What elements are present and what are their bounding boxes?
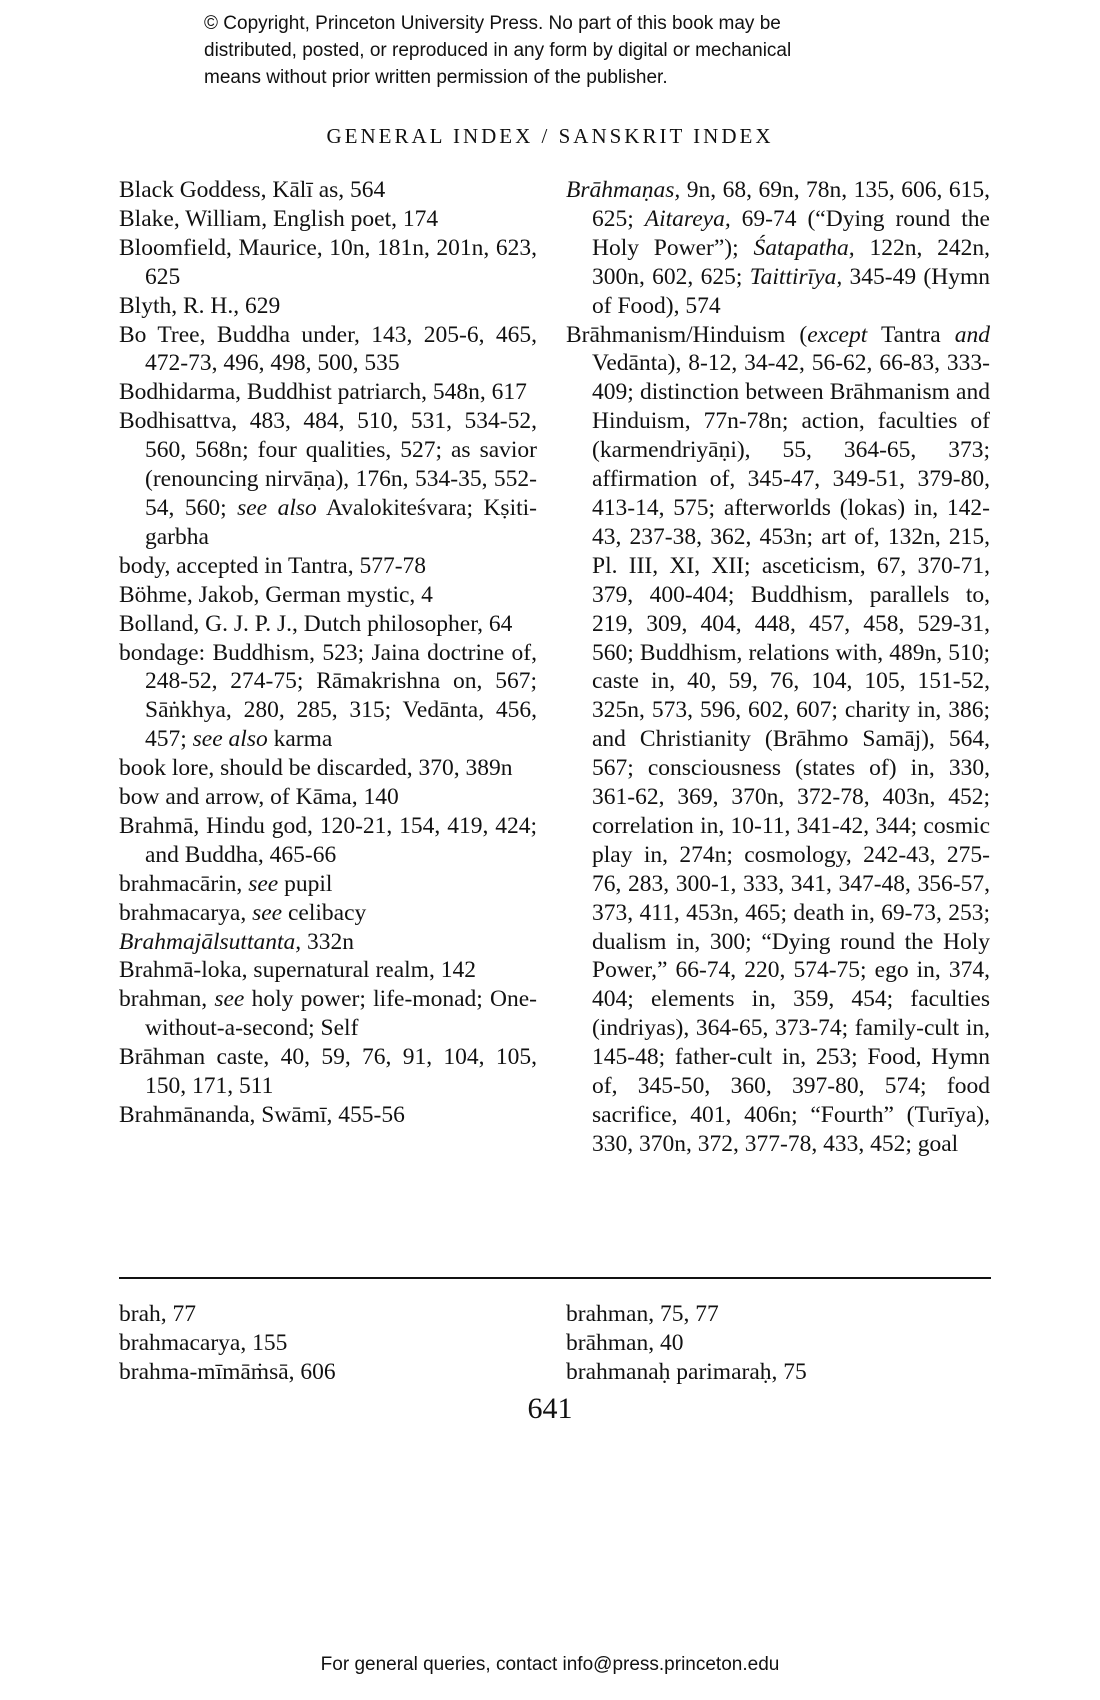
index-entry [119, 205, 537, 234]
index-entry [119, 928, 537, 957]
index-entry [119, 783, 537, 812]
copyright-notice [204, 10, 924, 91]
entry-italic-text: see also [192, 726, 268, 753]
index-entry [119, 899, 537, 928]
entry-text: celibacy [282, 899, 367, 926]
entry-italic-text: Śatapatha, [753, 234, 855, 261]
entry-text: Böhme, Jakob, German mystic, 4 [119, 581, 433, 608]
index-entry [566, 176, 990, 321]
sanskrit-index-left-column [119, 1300, 336, 1387]
index-entry [119, 321, 537, 379]
sanskrit-entry: brahmacarya, 155 [119, 1329, 288, 1356]
entry-text: 9n, 68, 69n, 78n, 135, 606, 615, 625; [592, 177, 990, 232]
sanskrit-entry: brāhman, 40 [566, 1329, 684, 1356]
index-entry [119, 610, 537, 639]
entry-text: 69-74 (“Dying round the Holy Power”); [592, 205, 990, 261]
sanskrit-entry: brah, 77 [119, 1301, 197, 1327]
general-index-left-column [119, 176, 537, 1130]
entry-text: Bolland, G. J. P. J., Dutch philosopher, 64 [119, 610, 513, 637]
entry-text: 122n, 242n, 300n, 602, 625; [592, 234, 990, 290]
index-entry [119, 407, 537, 552]
sanskrit-entry: brahma-mīmāṁsā, 606 [119, 1358, 336, 1385]
entry-text: karma [267, 726, 333, 753]
index-entry [119, 956, 537, 985]
section-divider [119, 1277, 991, 1279]
entry-italic-text: see [248, 870, 279, 897]
index-entry [119, 870, 537, 899]
entry-text: Bloomfield, Maurice, 10n, 181n, 201n, 623, 625 [119, 234, 537, 290]
entry-italic-text: Brahmajālsuttanta, [119, 928, 302, 955]
index-entry [119, 176, 537, 205]
entry-italic-text: except [807, 321, 868, 348]
index-entry [119, 1043, 537, 1101]
entry-text: Brahmānanda, Swāmī, 455-56 [119, 1102, 405, 1128]
running-head: GENERAL INDEX / SANSKRIT INDEX [326, 124, 774, 148]
entry-text: 345-49 (Hymn of Food), 574 [592, 263, 991, 319]
entry-text: holy power; life-monad; One-without-a-second; Self [145, 986, 537, 1042]
index-entry [119, 552, 537, 581]
index-entry [119, 754, 537, 783]
entry-italic-text: Aitareya, [644, 205, 731, 232]
copyright-line: means without prior written permission of the publisher. [204, 67, 668, 88]
index-entry [566, 321, 990, 1159]
footer-contact: For general queries, contact info@press.princeton.edu [320, 1654, 780, 1675]
sanskrit-entry: brahman, 75, 77 [566, 1301, 719, 1327]
entry-text: brahmacarya, [119, 899, 253, 926]
entry-text: Bodhidarma, Buddhist patriarch, 548n, 617 [119, 379, 527, 406]
copyright-line: distributed, posted, or reproduced in any form by digital or mechanical [204, 40, 792, 61]
entry-text: Black Goddess, Kālī as, 564 [119, 177, 386, 203]
entry-italic-text: see also [237, 494, 317, 521]
entry-text: book lore, should be discarded, 370, 389n [119, 755, 513, 782]
entry-text: body, accepted in Tantra, 577-78 [119, 552, 427, 579]
entry-text: Tantra [867, 321, 955, 348]
index-entry [119, 581, 537, 610]
entry-text: Brahmā-loka, supernatural realm, 142 [119, 957, 476, 984]
index-entry [119, 1101, 537, 1130]
page-number: 641 [527, 1392, 573, 1425]
entry-text: pupil [278, 870, 333, 897]
index-entry [119, 378, 537, 407]
sanskrit-index-right-column [566, 1300, 807, 1387]
entry-italic-text: see [252, 899, 283, 926]
entry-text: Blake, William, English poet, 174 [119, 205, 439, 232]
entry-text: Vedānta), 8-12, 34-42, 56-62, 66-83, 333-409; distinction between Brāhmanism and Hinduism, 77n-78n; action, faculties of (karmendriyāṇi), 55, 364-65, 373; affirmation of, 345-47, 349-51, 379-80, 413-14, 575; afterworlds (lokas) in, 142-43, 237-38, 362, 453n; art of, 132n, 215, Pl. III, XI, XII; asceticism, 67, 370-71, 379, 400-404; Buddhism, parallels to, 219, 309, 404, 448, 457, 458, 529-31, 560; Buddhism, relations with, 489n, 510; caste in, 40, 59, 76, 104, 105, 151-52, 325n, 573, 596, 602, 607; charity in, 386; and Christianity (Brāhmo Samāj), 564, 567; consciousness (states of) in, 330, 361-62, 369, 370n, 372-78, 403n, 452; correlation in, 10-11, 341-42, 344; cosmic play in, 274n; cosmology, 242-43, 275-76, 283, 300-1, 333, 341, 347-48, 356-57, 373, 411, 453n, 465; death in, 69-73, 253; dualism in, 300; “Dying round the Holy Power,” 66-74, 220, 574-75; ego in, 374, 404; elements in, 359, 454; faculties (indriyas), 364-65, 373-74; family-cult in, 145-48; father-cult in, 253; Food, Hymn of, 345-50, 360, 397-80, 574; food sacrifice, 401, 406n; “Fourth” (Turīya), 330, 370n, 372, 377-78, 433, 452; goal [592, 350, 990, 1157]
entry-italic-text: Brāhmaṇas, [566, 177, 681, 203]
copyright-line: © Copyright, Princeton University Press. No part of this book may be [204, 13, 781, 34]
index-entry [119, 812, 537, 870]
index-entry [119, 234, 537, 292]
entry-text: 332n [301, 928, 355, 955]
entry-text: Bodhisattva, 483, 484, 510, 531, 534-52, 560, 568n; four qualities, 527; as savior (renouncing nirvāṇa), 176n, 534-35, 552-54, 560; [119, 408, 537, 521]
general-index-right-column [566, 176, 990, 1159]
entry-text: bondage: Buddhism, 523; Jaina doctrine of, 248-52, 274-75; Rāmakrishna on, 567; Sāṅkhya, 280, 285, 315; Vedānta, 456, 457; [119, 639, 537, 753]
entry-italic-text: see [214, 986, 245, 1013]
entry-text: bow and arrow, of Kāma, 140 [119, 784, 399, 811]
entry-text: Brāhman caste, 40, 59, 76, 91, 104, 105, 150, 171, 511 [119, 1044, 537, 1100]
sanskrit-entry: brahmanaḥ parimaraḥ, 75 [566, 1358, 807, 1385]
entry-text: Brahmā, Hindu god, 120-21, 154, 419, 424; and Buddha, 465-66 [119, 812, 537, 868]
entry-text: Blyth, R. H., 629 [119, 292, 281, 319]
entry-text: brahmacārin, [119, 870, 249, 897]
index-entry [119, 639, 537, 755]
entry-italic-text: and [954, 321, 990, 348]
index-entry [119, 985, 537, 1043]
entry-text: Avalokiteśvara; Kṣiti-garbha [145, 494, 537, 550]
entry-text: brahman, [119, 986, 215, 1013]
entry-text: Bo Tree, Buddha under, 143, 205-6, 465, 472-73, 496, 498, 500, 535 [119, 321, 537, 377]
entry-italic-text: Taittirīya, [749, 263, 843, 290]
entry-text: Brāhmanism/Hinduism ( [566, 321, 808, 348]
index-entry [119, 292, 537, 321]
